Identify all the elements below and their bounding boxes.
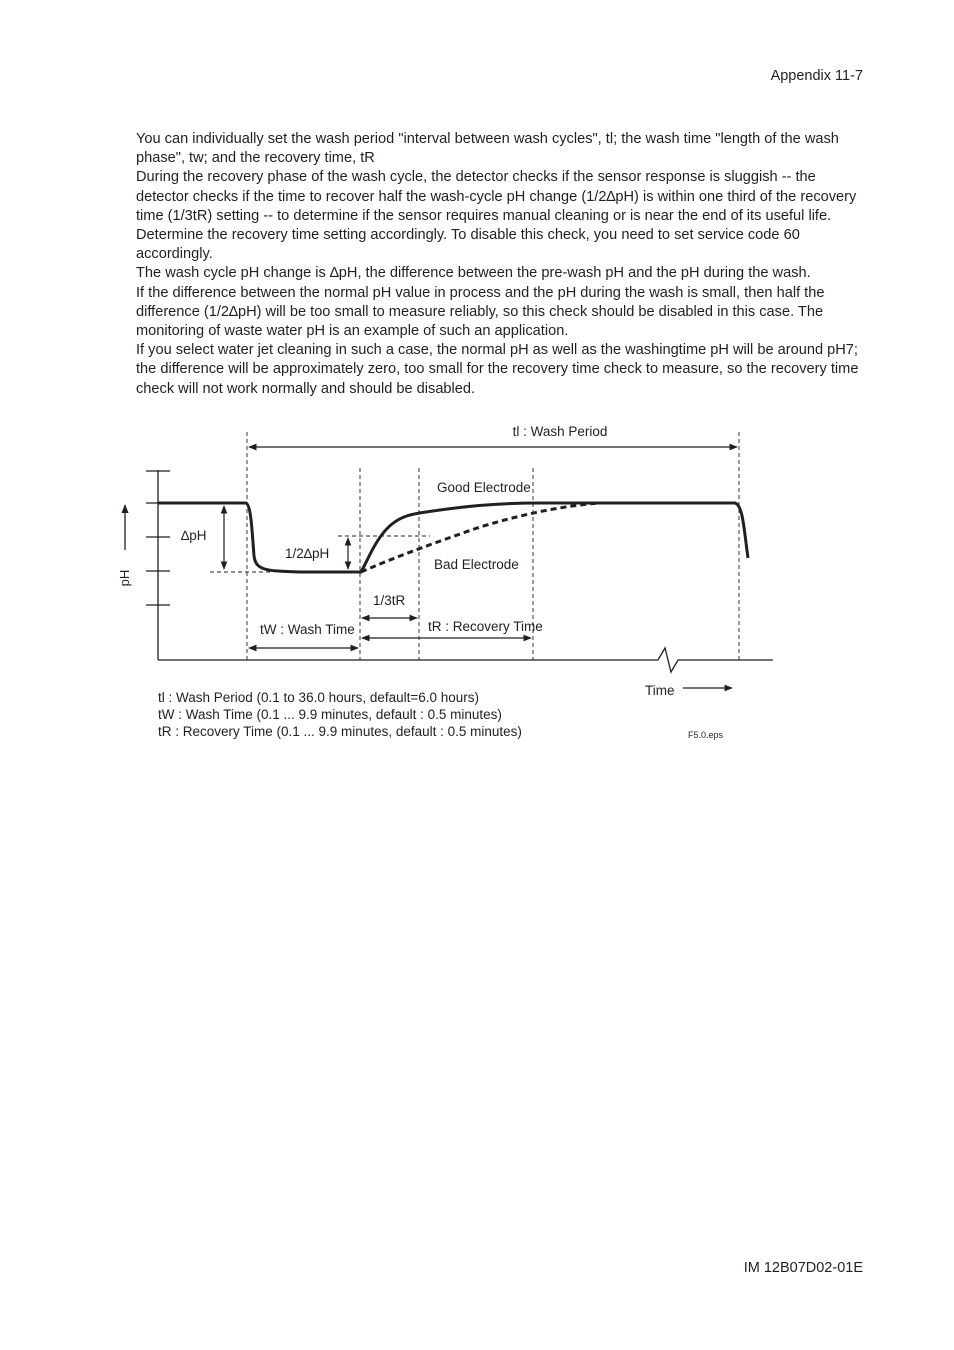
legend-recovery-time: tR : Recovery Time (0.1 ... 9.9 minutes, default : 0.5 minutes) (158, 724, 522, 739)
delta-ph-label: ∆pH (181, 528, 207, 543)
wash-cycle-diagram (0, 418, 954, 758)
legend-wash-period: tl : Wash Period (0.1 to 36.0 hours, default=6.0 hours) (158, 690, 480, 705)
x-axis-label: Time (645, 683, 675, 698)
good-electrode-label: Good Electrode (437, 480, 531, 495)
paragraph-small-difference: If the difference between the normal pH value in process and the pH during the wash is small, then half the difference (1/2∆pH) will be too small to measure reliably, so this check should be disabled in this case. The monitoring of waste water pH is an example of such an application. (136, 284, 825, 340)
wash-cycle-svg (0, 418, 954, 758)
wash-time-label: tW : Wash Time (260, 622, 355, 637)
paragraph-recovery-check: During the recovery phase of the wash cycle, the detector checks if the sensor response is sluggish -- the detector checks if the time to recover half the wash-cycle pH change (1/2∆pH) is within one third of the recovery time (1/3tR) setting -- to determine if the sensor requires manual cleaning or is near the end of its useful life. Determine the recovery time setting accordingly. To disable this check, you need to set service code 60 accordingly. (136, 169, 857, 263)
page-number-header: Appendix 11-7 (770, 68, 863, 84)
wash-period-label: tl : Wash Period (512, 424, 608, 439)
y-axis-label: pH (117, 569, 132, 587)
body-text (136, 130, 866, 399)
bad-electrode-label: Bad Electrode (434, 557, 519, 572)
half-delta-ph-label: 1/2∆pH (285, 546, 330, 561)
x-axis-line (158, 648, 773, 672)
one-third-tr-label: 1/3tR (373, 593, 406, 608)
paragraph-water-jet: If you select water jet cleaning in such a case, the normal pH as well as the washingtime pH will be around pH7; the difference will be approximately zero, too small for the recovery time check to measure, so the recovery time check will not work normally and should be disabled. (136, 342, 859, 397)
paragraph-ph-change: The wash cycle pH change is ∆pH, the difference between the pre-wash pH and the pH during the wash. (136, 265, 811, 282)
document-id-footer: IM 12B07D02-01E (743, 1260, 863, 1276)
figure-file-ref: F5.0.eps (688, 730, 724, 740)
recovery-time-label: tR : Recovery Time (428, 619, 543, 634)
paragraph-wash-settings: You can individually set the wash period "interval between wash cycles", tl; the wash time "length of the wash phase", tw; and the recovery time, tR (136, 131, 839, 167)
legend-wash-time: tW : Wash Time (0.1 ... 9.9 minutes, default : 0.5 minutes) (158, 707, 502, 722)
